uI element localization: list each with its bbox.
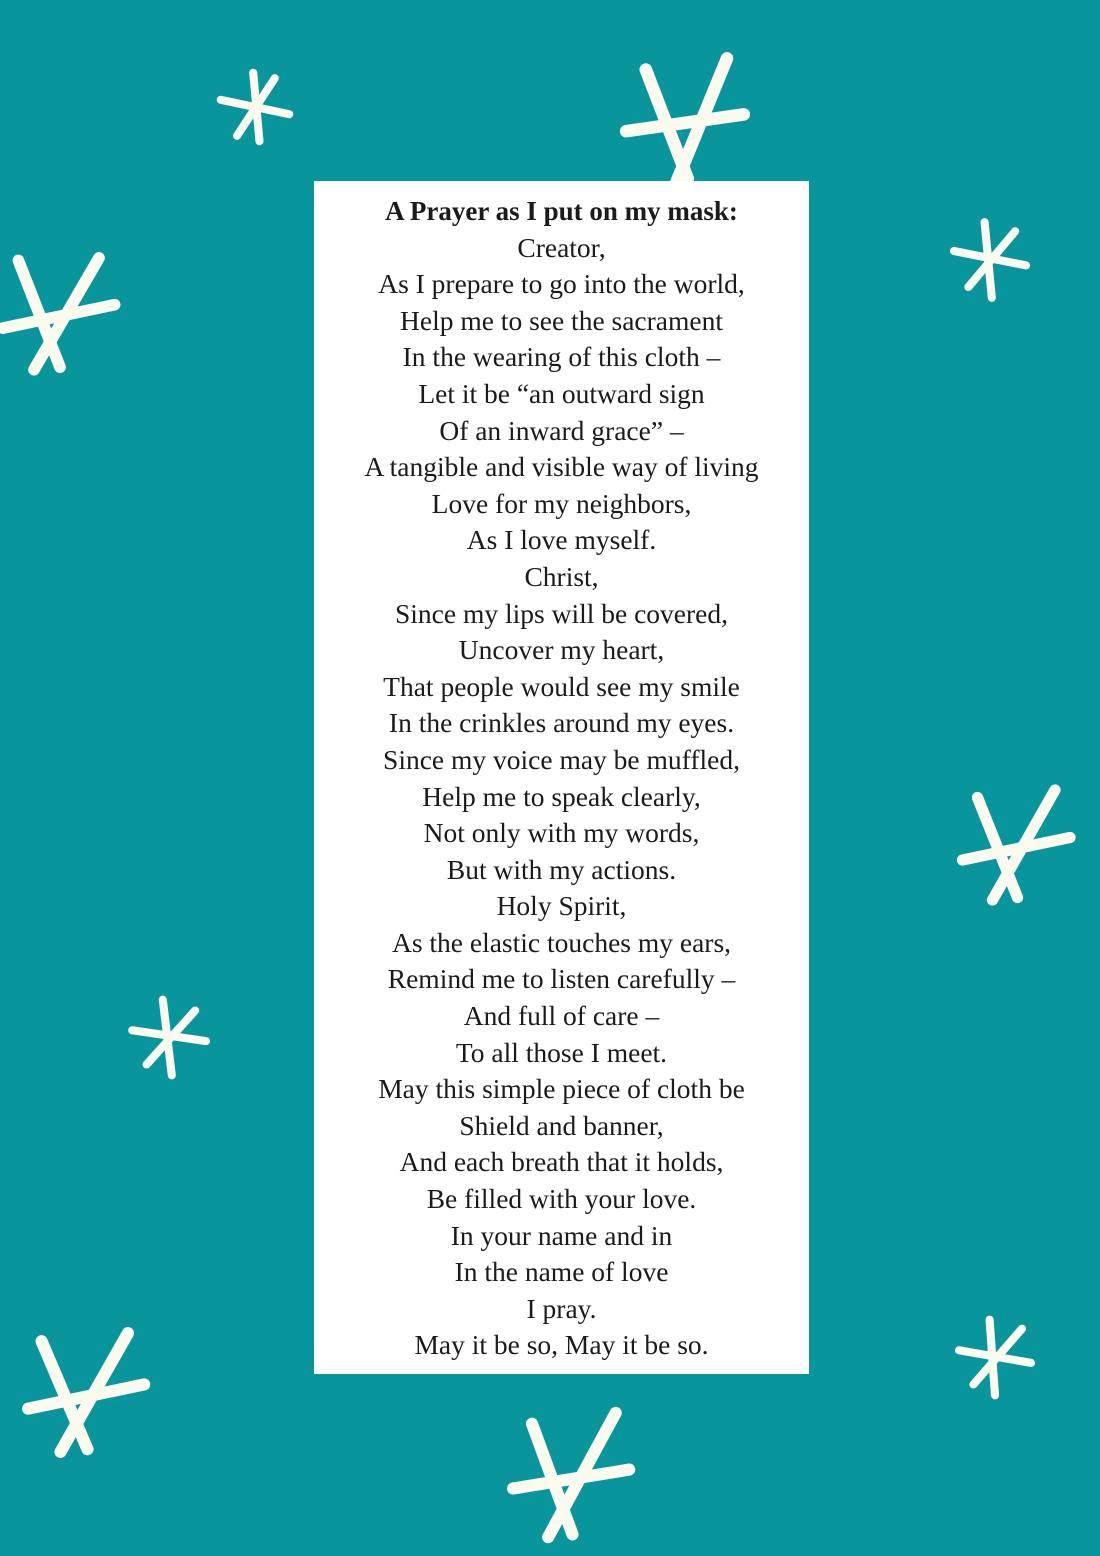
star-icon [0, 235, 125, 390]
prayer-card [314, 181, 809, 1374]
prayer-line: Creator, [517, 231, 606, 263]
prayer-line: Christ, [524, 560, 599, 592]
prayer-line: May this simple piece of cloth be [378, 1073, 745, 1105]
prayer-line: In the name of love [454, 1256, 669, 1288]
prayer-line: I pray. [526, 1292, 597, 1324]
prayer-line: To all those I meet. [455, 1036, 668, 1068]
prayer-line: Holy Spirit, [496, 890, 627, 922]
prayer-line: A tangible and visible way of living [364, 451, 759, 483]
prayer-line: In the wearing of this cloth – [402, 341, 721, 373]
prayer-line: Shield and banner, [459, 1109, 664, 1141]
prayer-line: Be filled with your love. [426, 1183, 697, 1215]
prayer-line: Uncover my heart, [458, 634, 665, 666]
prayer-line: Not only with my words, [423, 817, 700, 849]
star-icon [20, 1320, 155, 1465]
star-icon [125, 990, 215, 1085]
prayer-line: As the elastic touches my ears, [391, 926, 732, 958]
prayer-line: Since my voice may be muffled, [383, 743, 740, 775]
prayer-line: And full of care – [463, 1000, 660, 1032]
prayer-line: Help me to speak clearly, [422, 780, 701, 812]
prayer-line: May it be so, May it be so. [414, 1329, 709, 1361]
prayer-line: Since my lips will be covered, [395, 597, 728, 629]
prayer-lines [314, 230, 809, 1364]
prayer-line: As I prepare to go into the world, [378, 268, 745, 300]
star-icon [950, 1310, 1040, 1405]
prayer-line: In the crinkles around my eyes. [388, 707, 735, 739]
prayer-line: Of an inward grace” – [439, 414, 684, 446]
prayer-line: In your name and in [450, 1219, 673, 1251]
star-icon [955, 770, 1080, 920]
prayer-title: A Prayer as I put on my mask: [385, 196, 738, 226]
prayer-line: That people would see my smile [383, 670, 740, 702]
prayer-line: Remind me to listen carefully – [387, 963, 736, 995]
prayer-line: Help me to see the sacrament [400, 304, 723, 336]
prayer-line: Let it be “an outward sign [418, 377, 705, 409]
prayer-line: As I love myself. [466, 524, 657, 556]
star-icon [210, 62, 300, 152]
prayer-line: And each breath that it holds, [399, 1146, 724, 1178]
star-icon [945, 215, 1035, 305]
star-icon [505, 1400, 640, 1550]
prayer-line: But with my actions. [446, 853, 677, 885]
star-icon [615, 50, 755, 190]
prayer-line: Love for my neighbors, [431, 487, 692, 519]
